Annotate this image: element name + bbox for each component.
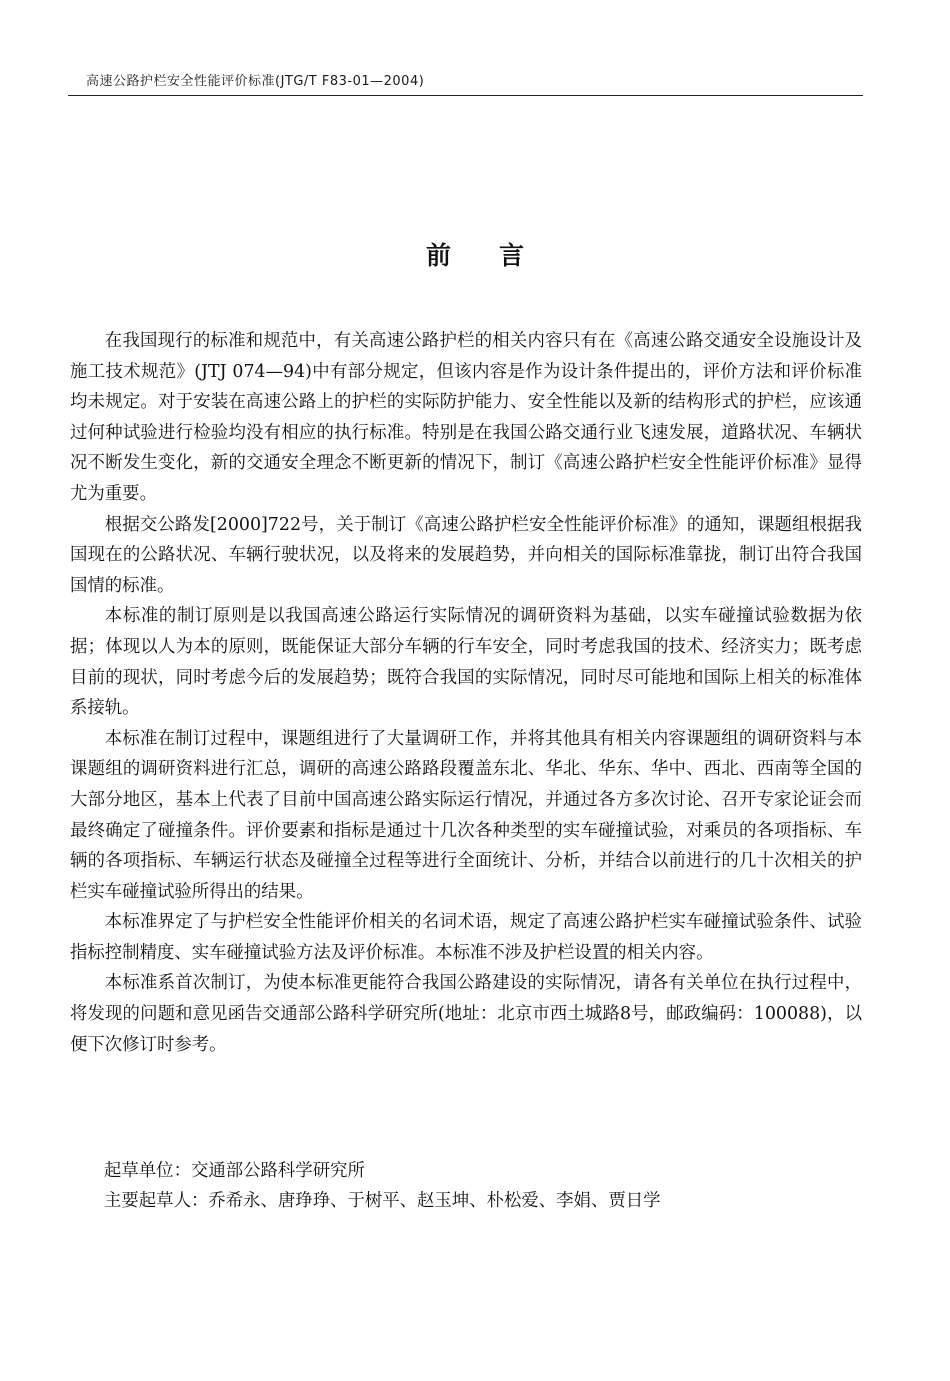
paragraph-4: 本标准在制订过程中，课题组进行了大量调研工作，并将其他具有相关内容课题组的调研资料与本课题组的调研资料进行汇总，调研的高速公路路段覆盖东北、华北、华东、华中、西北、西南等全国的大部分地区，基本上代表了目前中国高速公路实际运行情况，并通过各方多次讨论、召开专家论证会而最终确定了碰撞条件。评价要素和指标是通过十几次各种类型的实车碰撞试验，对乘员的各项指标、车辆的各项指标、车辆运行状态及碰撞全过程等进行全面统计、分析，并结合以前进行的几十次相关的护栏实车碰撞试验所得出的结果。 xyxy=(70,728,862,902)
drafting-info xyxy=(104,1156,864,1216)
header-rule xyxy=(68,95,863,96)
drafting-authors: 主要起草人：乔希永、唐琤琤、于树平、赵玉坤、朴松爱、李娟、贾日学 xyxy=(104,1191,661,1211)
page-title: 前言 xyxy=(425,241,572,270)
paragraph-6: 本标准系首次制订，为使本标准更能符合我国公路建设的实际情况，请各有关单位在执行过程中，将发现的问题和意见函告交通部公路科学研究所(地址：北京市西土城路8号，邮政编码：100088)，以便下次修订时参考。 xyxy=(70,973,862,1055)
paragraph-5: 本标准界定了与护栏安全性能评价相关的名词术语，规定了高速公路护栏实车碰撞试验条件、试验指标控制精度、实车碰撞试验方法及评价标准。本标准不涉及护栏设置的相关内容。 xyxy=(70,912,862,963)
paragraph-1: 在我国现行的标准和规范中，有关高速公路护栏的相关内容只有在《高速公路交通安全设施设计及施工技术规范》(JTJ 074—94)中有部分规定，但该内容是作为设计条件提出的，评价方法和评价标准均未规定。对于安装在高速公路上的护栏的实际防护能力、安全性能以及新的结构形式的护栏，应该通过何种试验进行检验均没有相应的执行标准。特别是在我国公路交通行业飞速发展，道路状况、车辆状况不断发生变化，新的交通安全理念不断更新的情况下，制订《高速公路护栏安全性能评价标准》显得尤为重要。 xyxy=(70,331,862,504)
paragraph-2: 根据交公路发[2000]722号，关于制订《高速公路护栏安全性能评价标准》的通知，课题组根据我国现在的公路状况、车辆行驶状况，以及将来的发展趋势，并向相关的国际标准靠拢，制订出符合我国国情的标准。 xyxy=(70,514,862,596)
paragraph-3: 本标准的制订原则是以我国高速公路运行实际情况的调研资料为基础，以实车碰撞试验数据为依据；体现以人为本的原则，既能保证大部分车辆的行车安全，同时考虑我国的技术、经济实力；既考虑目前的现状，同时考虑今后的发展趋势；既符合我国的实际情况，同时尽可能地和国际上相关的标准体系接轨。 xyxy=(70,606,862,719)
drafting-unit: 起草单位：交通部公路科学研究所 xyxy=(104,1161,365,1181)
body-text xyxy=(70,326,862,1060)
running-header: 高速公路护栏安全性能评价标准(JTG/T F83-01—2004) xyxy=(86,74,425,89)
